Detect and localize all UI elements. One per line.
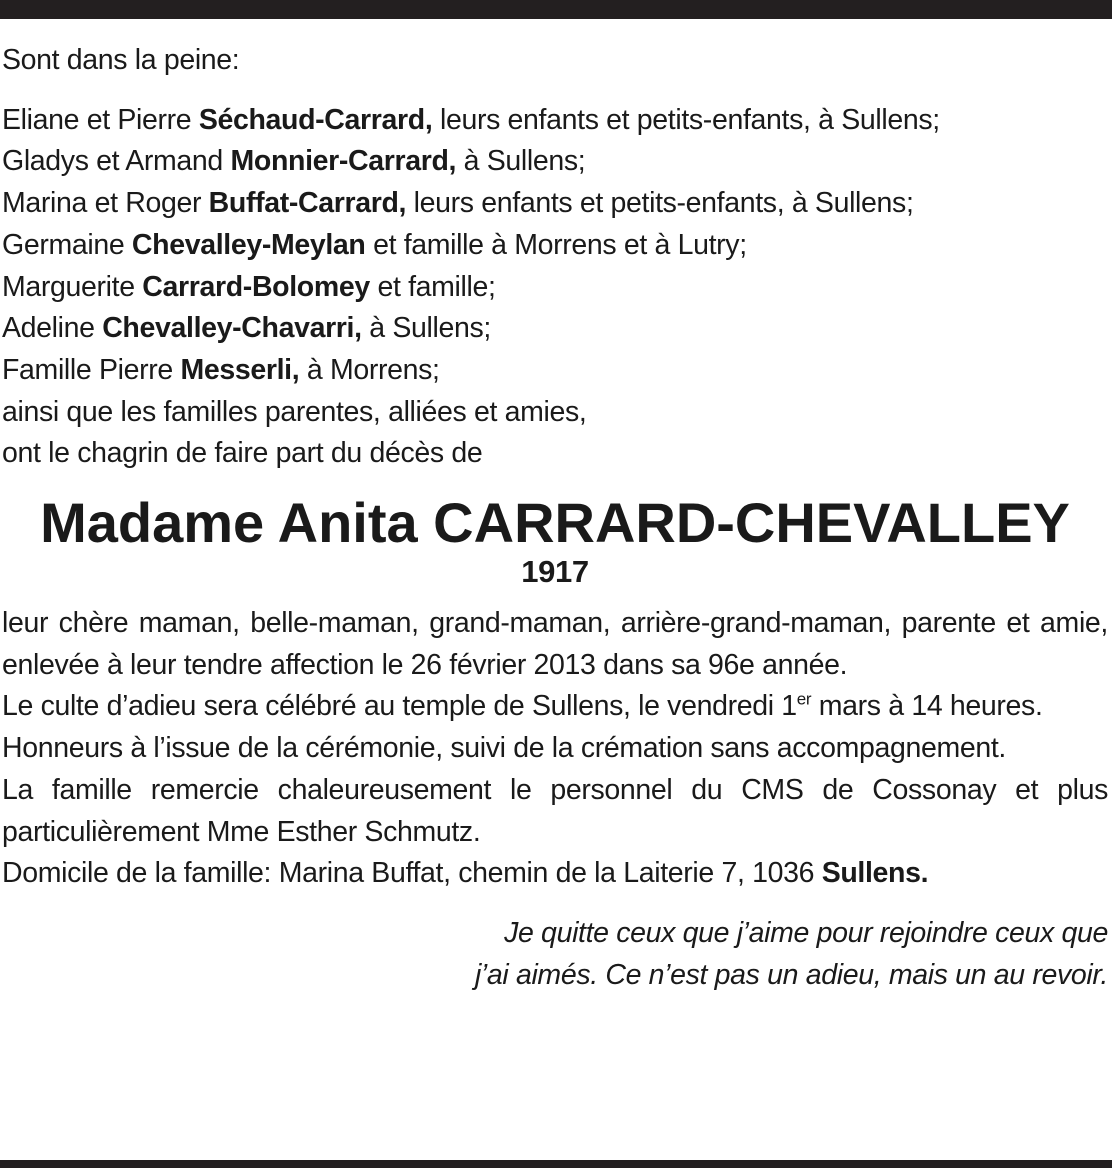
paragraph-address (2, 853, 1108, 895)
closing-line: ainsi que les familles parentes, alliées et amies, (2, 395, 587, 428)
paragraph-tribute: leur chère maman, belle-maman, grand-maman, arrière-grand-maman, parente et amie, enlevée à leur tendre affection le 26 février 2013 dans sa 96e année. (2, 607, 1108, 681)
family-location: leurs enfants et petits-enfants, à Sullens; (432, 103, 940, 136)
family-line (2, 308, 1108, 350)
family-members: Adeline (2, 312, 103, 345)
family-location: et famille; (369, 270, 496, 303)
paragraph-ceremony (2, 686, 1108, 728)
family-name: Messerli, (180, 353, 300, 386)
ordinal-suffix: er (796, 689, 812, 709)
paragraph-thanks: La famille remercie chaleureusement le personnel du CMS de Cossonay et plus particulièrement Mme Esther Schmutz. (2, 773, 1108, 848)
family-members: Marguerite (2, 270, 143, 303)
closing-line: ont le chagrin de faire part du décès de (2, 437, 483, 470)
family-location: à Sullens; (456, 145, 586, 178)
family-name: Buffat-Carrard, (208, 187, 407, 220)
ceremony-time: mars à 14 heures. (811, 690, 1043, 723)
family-name: Chevalley-Chavarri, (102, 312, 362, 345)
family-location: à Morrens; (299, 353, 440, 386)
quote-line: j’ai aimés. Ce n’est pas un adieu, mais un au revoir. (474, 958, 1108, 991)
birth-year: 1917 (521, 554, 589, 590)
deceased-name: Madame Anita CARRARD-CHEVALLEY (40, 491, 1070, 555)
top-rule (0, 0, 1112, 19)
intro-text: Sont dans la peine: (2, 44, 240, 76)
family-members: Gladys et Armand (2, 145, 231, 178)
family-members: Marina et Roger (2, 187, 209, 220)
paragraph-honours: Honneurs à l’issue de la cérémonie, suivi de la crémation sans accompagnement. (2, 732, 1006, 765)
address-town: Sullens. (821, 857, 929, 890)
bottom-rule (0, 1160, 1112, 1168)
closing-quote (2, 913, 1108, 996)
family-list (2, 100, 1108, 475)
family-name: Monnier-Carrard, (230, 145, 457, 178)
ceremony-text: Le culte d’adieu sera célébré au temple de Sullens, le vendredi 1 (2, 690, 797, 723)
family-members: Eliane et Pierre (2, 103, 199, 136)
family-line (2, 100, 1108, 142)
family-name: Chevalley-Meylan (131, 228, 366, 261)
family-location: à Sullens; (361, 312, 491, 345)
family-members: Famille Pierre (2, 353, 181, 386)
family-line (2, 141, 1108, 183)
family-location: leurs enfants et petits-enfants, à Sullens; (406, 187, 914, 220)
family-name: Séchaud-Carrard, (198, 103, 433, 136)
obituary-notice (2, 40, 1108, 996)
family-line (2, 267, 1108, 309)
family-members: Germaine (2, 228, 132, 261)
family-location: et famille à Morrens et à Lutry; (365, 228, 747, 261)
family-line (2, 350, 1108, 392)
address-text: Domicile de la famille: Marina Buffat, chemin de la Laiterie 7, 1036 (2, 857, 822, 890)
family-name: Carrard-Bolomey (142, 270, 370, 303)
family-line (2, 183, 1108, 225)
family-line (2, 225, 1108, 267)
quote-line: Je quitte ceux que j’aime pour rejoindre ceux que (504, 916, 1108, 949)
